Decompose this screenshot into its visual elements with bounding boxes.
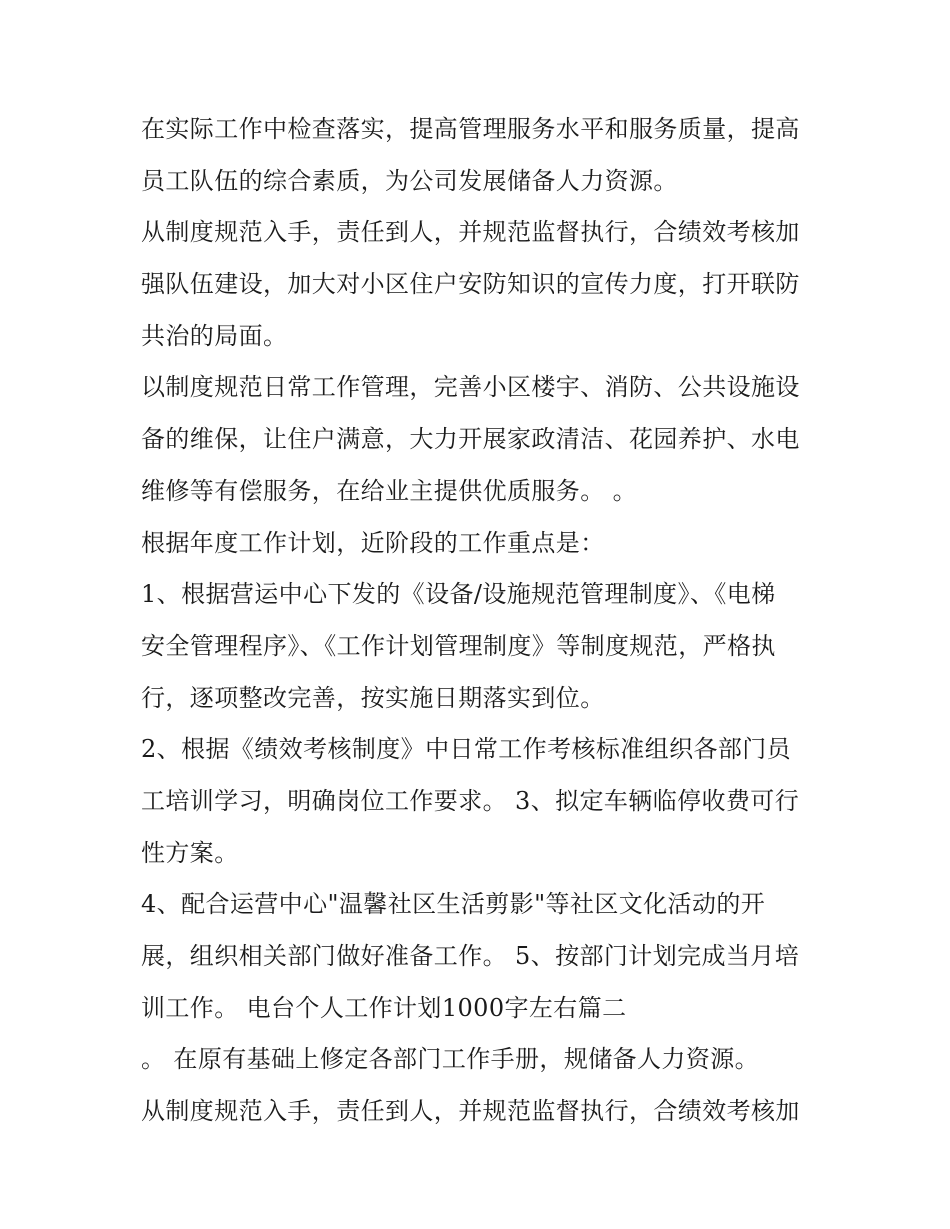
text-line: 4、配合运营中心"温馨社区生活剪影"等社区文化活动的开 <box>141 890 766 919</box>
text-line: 2、根据《绩效考核制度》中日常工作考核标准组织各部门员 <box>141 735 792 764</box>
text-line: 行，逐项整改完善，按实施日期落实到位。 <box>141 683 605 712</box>
text-line: 维修等有偿服务，在给业主提供优质服务。 。 <box>141 476 638 505</box>
text-line: 训工作。 电台个人工作计划1000字左右篇二 <box>141 993 627 1022</box>
text-line: 工培训学习，明确岗位工作要求。 3、拟定车辆临停收费可行 <box>141 786 800 815</box>
text-line: 从制度规范入手，责任到人，并规范监督执行，合绩效考核加 <box>141 218 800 247</box>
text-line: 根据年度工作计划，近阶段的工作重点是： <box>141 528 605 557</box>
text-line: 性方案。 <box>141 838 239 867</box>
text-line: 员工队伍的综合素质，为公司发展储备人力资源。 <box>141 166 678 195</box>
text-line: 安全管理程序》、《工作计划管理制度》等制度规范，严格执 <box>141 631 776 660</box>
text-line: 。 在原有基础上修定各部门工作手册，规储备人力资源。 <box>141 1045 760 1074</box>
text-line: 备的维保，让住户满意，大力开展家政清洁、花园养护、水电 <box>141 425 800 454</box>
text-line: 1、根据营运中心下发的《设备/设施规范管理制度》、《电梯 <box>141 580 776 609</box>
document-body <box>141 107 821 1141</box>
text-line: 强队伍建设，加大对小区住户安防知识的宣传力度，打开联防 <box>141 270 800 299</box>
text-line: 从制度规范入手，责任到人，并规范监督执行，合绩效考核加 <box>141 1097 800 1126</box>
text-line: 在实际工作中检查落实，提高管理服务水平和服务质量，提高 <box>141 115 800 143</box>
text-line: 展，组织相关部门做好准备工作。 5、按部门计划完成当月培 <box>141 942 800 970</box>
text-line: 以制度规范日常工作管理，完善小区楼宇、消防、公共设施设 <box>141 373 800 402</box>
text-line: 共治的局面。 <box>141 321 288 350</box>
